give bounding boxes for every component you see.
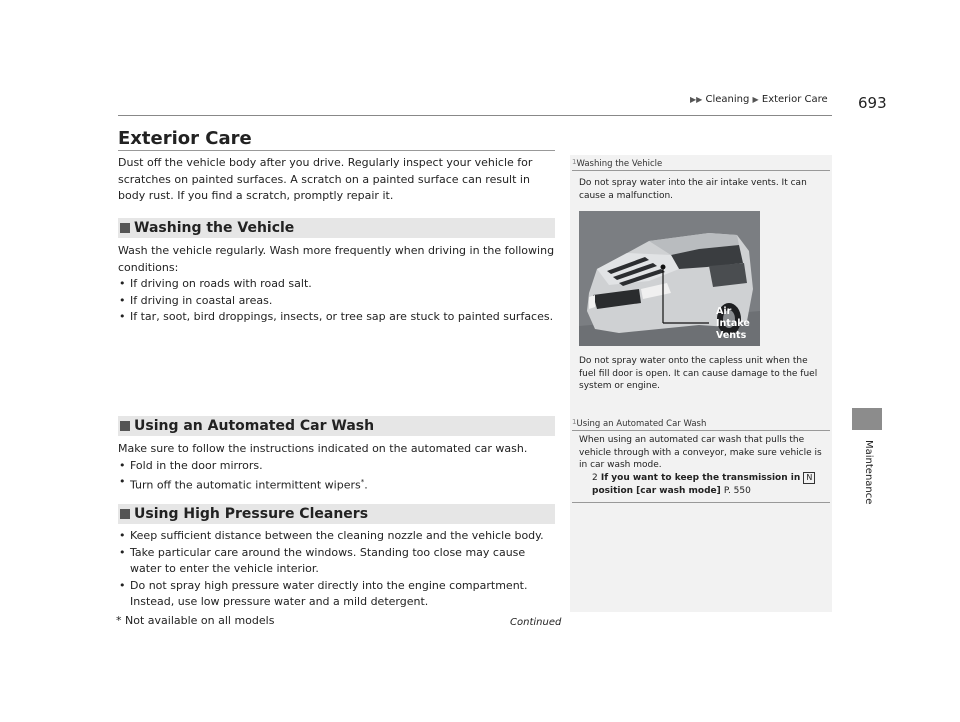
breadcrumb-item-cleaning[interactable]: Cleaning: [705, 94, 750, 105]
note-automated-text: When using an automated car wash that pulls the vehicle through with a conveyor, make sure vehicle is in car wash mode.: [579, 435, 822, 470]
list-item: • Keep sufficient distance between the cleaning nozzle and the vehicle body.: [118, 528, 555, 545]
breadcrumb: [690, 94, 828, 105]
section-heading-high-pressure: Using High Pressure Cleaners: [118, 504, 555, 524]
footnote: [116, 614, 274, 627]
page-title: Exterior Care: [118, 128, 252, 149]
continued-label: Continued: [510, 617, 562, 628]
washing-list: [118, 276, 555, 326]
footnote-marker: *: [116, 614, 122, 627]
breadcrumb-item-exterior-care[interactable]: Exterior Care: [761, 94, 828, 105]
automated-intro: Make sure to follow the instructions indicated on the automated car wash.: [118, 442, 528, 455]
chapter-tab-marker: [852, 408, 882, 430]
page-number: 693: [858, 94, 887, 112]
note-heading-automated: $^1$Using an Automated Car Wash: [572, 418, 707, 429]
intro-paragraph: Dust off the vehicle body after you drive. Regularly inspect your vehicle for scratches on painted surfaces. A scratch on a painted surface can result in body rust. If you find a scratch, promptly repair it.: [118, 156, 533, 202]
chapter-tab-label[interactable]: Maintenance: [863, 440, 874, 505]
breadcrumb-arrow-icon: ▶▶: [690, 95, 703, 104]
note-divider: [572, 430, 830, 431]
automated-body: [118, 441, 555, 494]
list-item: • Fold in the door mirrors.: [118, 458, 555, 475]
note-reference-icon: 1: [572, 418, 577, 426]
cross-reference-link[interactable]: 2 If you want to keep the transmission in N position [car wash mode] P. 550: [592, 472, 828, 497]
section-square-icon: [120, 509, 130, 519]
note-washing-text-1: Do not spray water into the air intake vents. It can cause a malfunction.: [579, 178, 807, 201]
automated-list: [118, 458, 555, 495]
section-heading-automated-car-wash: Using an Automated Car Wash: [118, 416, 555, 436]
note-reference-icon: 1: [572, 158, 577, 166]
washing-body: [118, 243, 555, 326]
washing-intro: Wash the vehicle regularly. Wash more frequently when driving in the following conditions:: [118, 244, 555, 274]
pressure-body: [118, 528, 555, 611]
note-washing-text-2: Do not spray water onto the capless unit when the fuel fill door is open. It can cause damage to the fuel system or engine.: [579, 356, 818, 391]
section-heading-washing: Washing the Vehicle: [118, 218, 555, 238]
note-divider: [572, 502, 830, 503]
reference-arrow-icon: 2: [592, 473, 598, 483]
pressure-list: [118, 528, 555, 611]
gear-n-key-icon: N: [803, 472, 815, 484]
header-divider: [118, 115, 832, 116]
section-square-icon: [120, 223, 130, 233]
title-divider: [118, 150, 555, 151]
list-item: • Turn off the automatic intermittent wipers*.: [118, 474, 555, 494]
air-intake-vents-label: Air Intake Vents: [716, 306, 750, 341]
breadcrumb-arrow-icon: ▶: [752, 95, 759, 104]
note-heading-washing: $^1$Washing the Vehicle: [572, 158, 663, 169]
list-item: • Take particular care around the windows. Standing too close may cause water to enter the vehicle interior.: [118, 545, 555, 578]
list-item: • Do not spray high pressure water directly into the engine compartment. Instead, use low pressure water and a mild detergent.: [118, 578, 555, 611]
section-square-icon: [120, 421, 130, 431]
list-item: • If tar, soot, bird droppings, insects, or tree sap are stuck to painted surfaces.: [118, 309, 555, 326]
footnote-text: Not available on all models: [125, 614, 275, 627]
list-item: • If driving in coastal areas.: [118, 293, 555, 310]
list-item: • If driving on roads with road salt.: [118, 276, 555, 293]
note-divider: [572, 170, 830, 171]
footnote-marker: *: [360, 478, 365, 486]
page-reference: P. 550: [723, 485, 751, 496]
